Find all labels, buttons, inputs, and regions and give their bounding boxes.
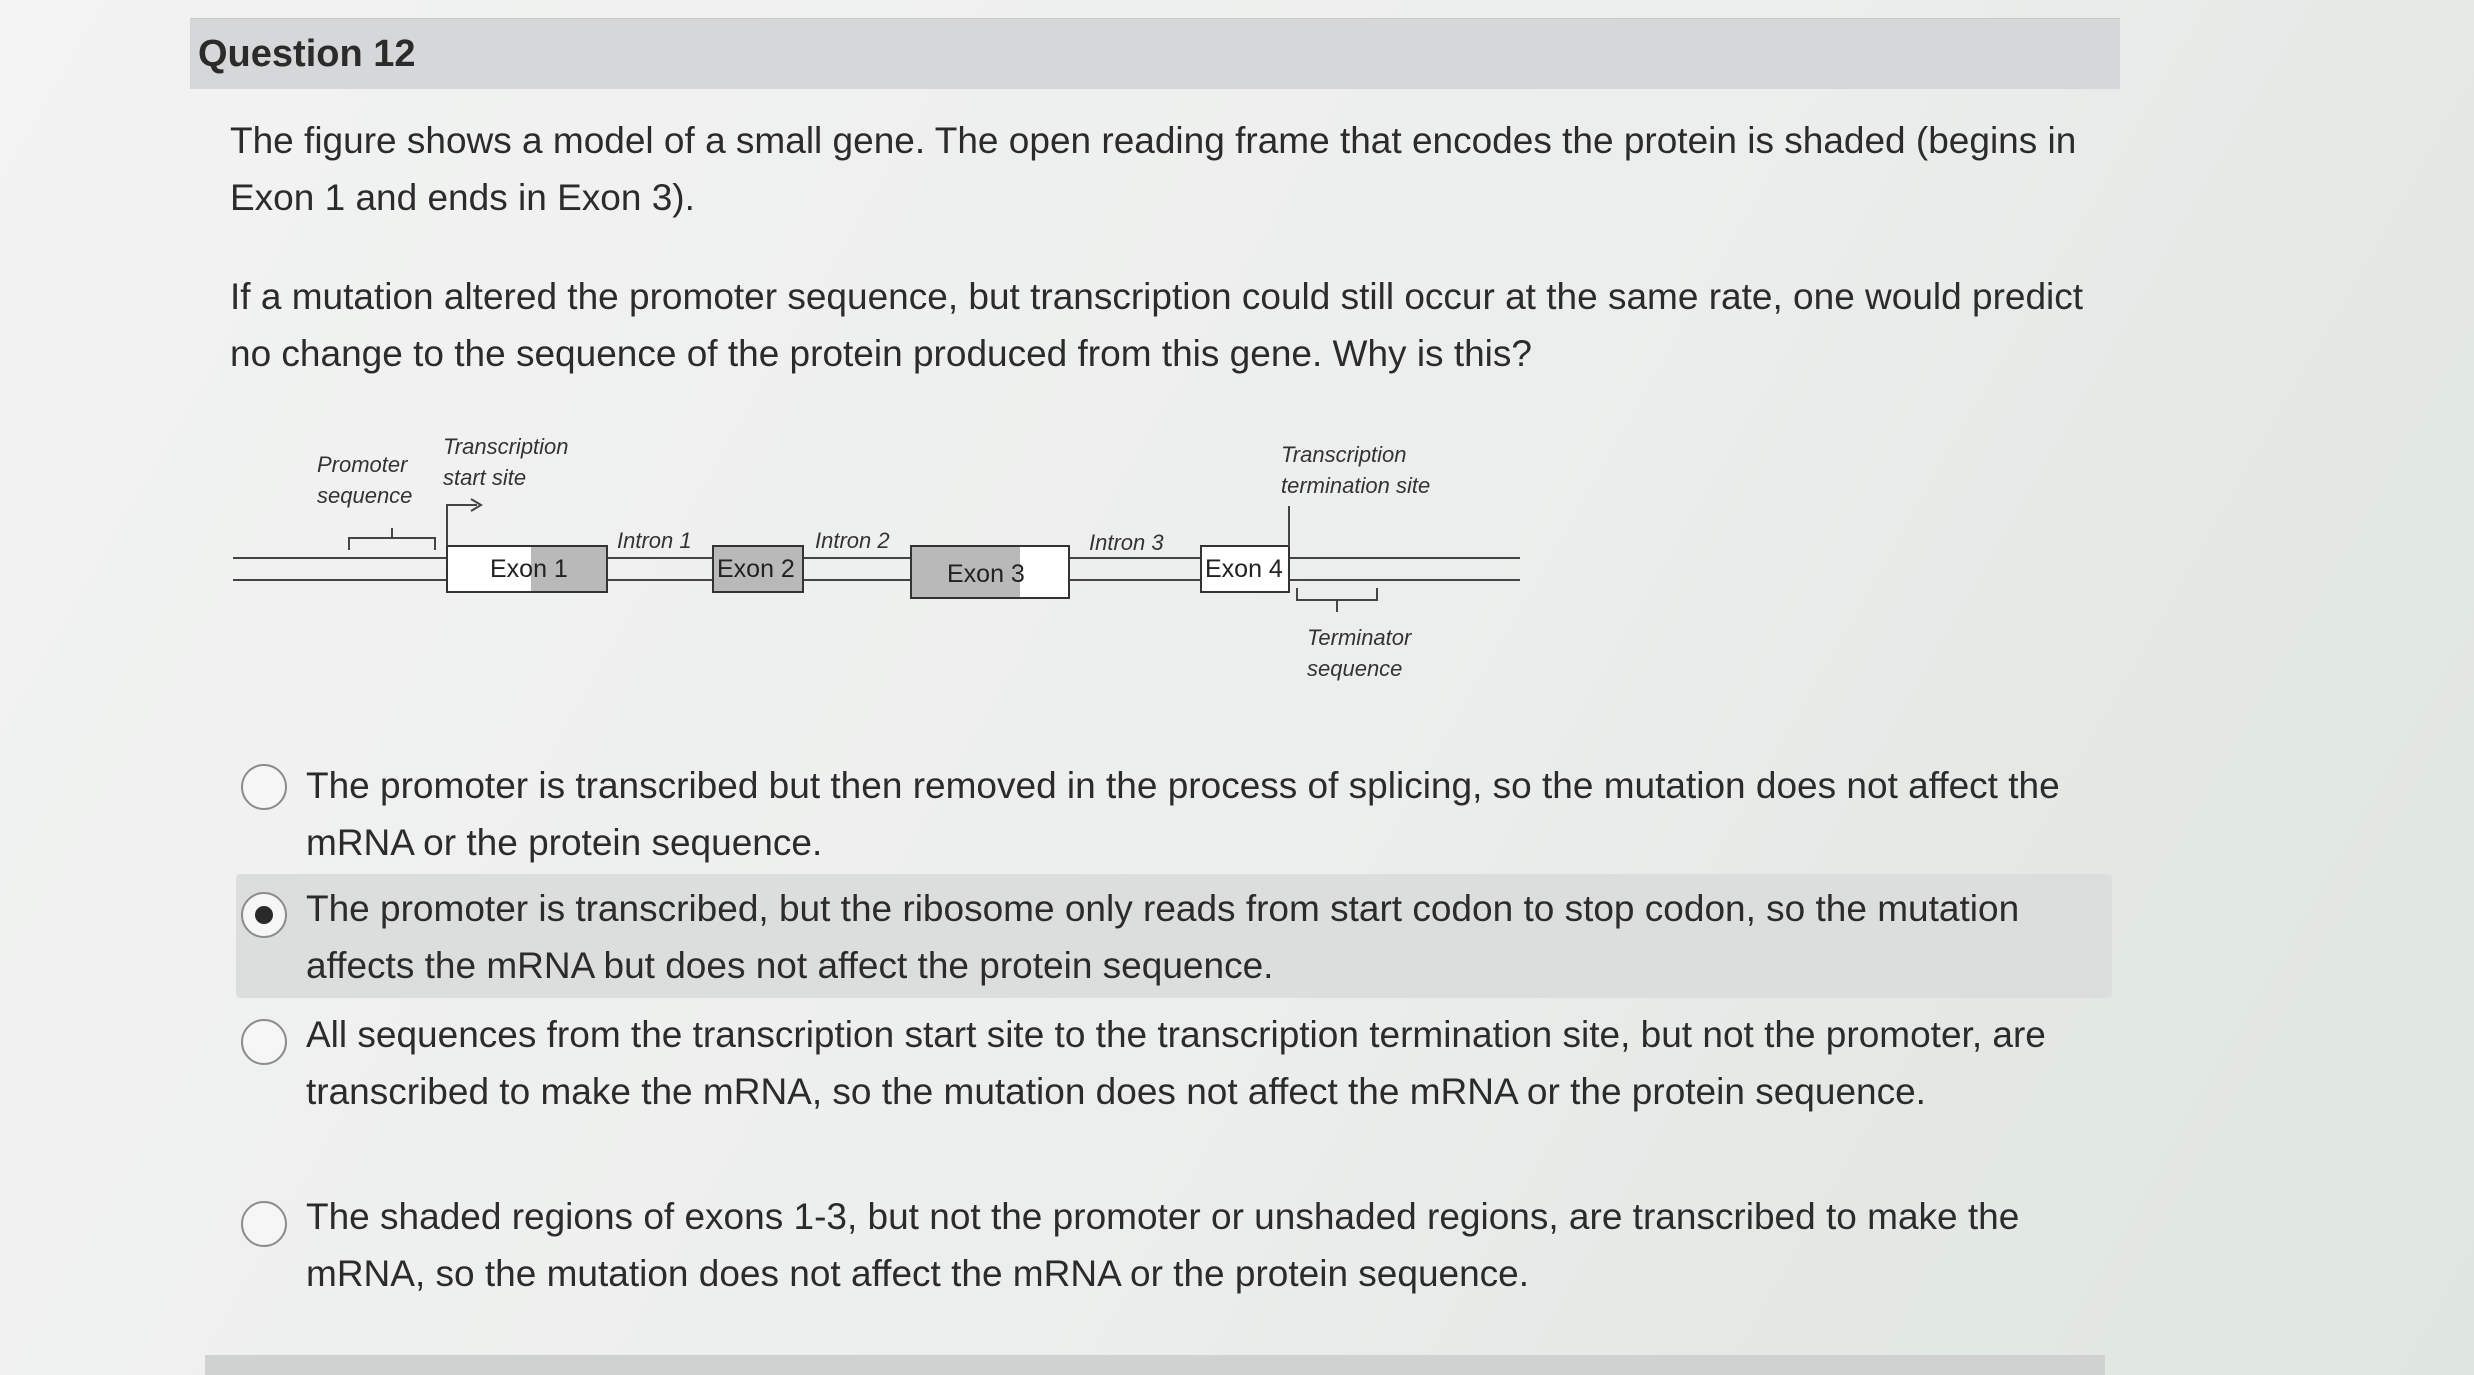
answer-option-1-text: The promoter is transcribed but then removed in the process of splicing, so the mutation does not affect the mRNA or the protein sequence. [306,765,2060,863]
question-header [190,18,2120,89]
terminator-label-2: sequence [1307,656,1403,681]
question-paragraph-2: If a mutation altered the promoter sequence, but transcription could still occur at the same rate, one would predict no change to the sequence of the protein produced from this gene. Why is this? [230,276,2084,374]
answer-option-2[interactable] [236,874,2112,998]
tss-label-1: Transcription [443,434,569,459]
answer-option-3[interactable] [236,1006,2112,1181]
radio-button-option-4[interactable] [241,1201,287,1247]
intron3-label: Intron 3 [1089,530,1164,555]
exon1-label: Exon 1 [490,555,568,583]
answer-option-2-text: The promoter is transcribed, but the ribosome only reads from start codon to stop codon, so the mutation affects the mRNA but does not affect the protein sequence. [306,888,2020,986]
tss-label-2: start site [443,465,527,490]
radio-selected-dot-icon [255,906,273,924]
intron1-label: Intron 1 [617,528,692,553]
intron2-label: Intron 2 [815,528,890,553]
question-title: Question 12 [198,33,416,75]
exon2-label: Exon 2 [717,555,795,583]
answer-option-4[interactable] [236,1188,2112,1308]
exon4-label: Exon 4 [1205,555,1283,583]
exon3-label: Exon 3 [947,560,1025,588]
answer-option-4-text: The shaded regions of exons 1-3, but not the promoter or unshaded regions, are transcribed to make the mRNA, so the mutation does not affect the mRNA or the protein sequence. [306,1196,2020,1294]
radio-button-option-1[interactable] [241,764,287,810]
gene-diagram [225,420,1545,710]
radio-button-option-2[interactable] [241,892,287,938]
termination-site-label-2: termination site [1281,473,1431,498]
promoter-label-2: sequence [317,483,413,508]
answer-option-3-text: All sequences from the transcription start site to the transcription termination site, but not the promoter, are transcribed to make the mRNA, so the mutation does not affect the mRNA or the protein sequence. [306,1014,2046,1112]
termination-site-label-1: Transcription [1281,442,1407,467]
radio-button-option-3[interactable] [241,1019,287,1065]
question-paragraph-1: The figure shows a model of a small gene. The open reading frame that encodes the protein is shaded (begins in Exon 1 and ends in Exon 3). [230,120,2077,218]
promoter-label-1: Promoter [317,452,408,477]
answer-option-1[interactable] [236,758,2112,878]
terminator-label-1: Terminator [1307,625,1412,650]
next-question-header-edge [205,1355,2105,1375]
